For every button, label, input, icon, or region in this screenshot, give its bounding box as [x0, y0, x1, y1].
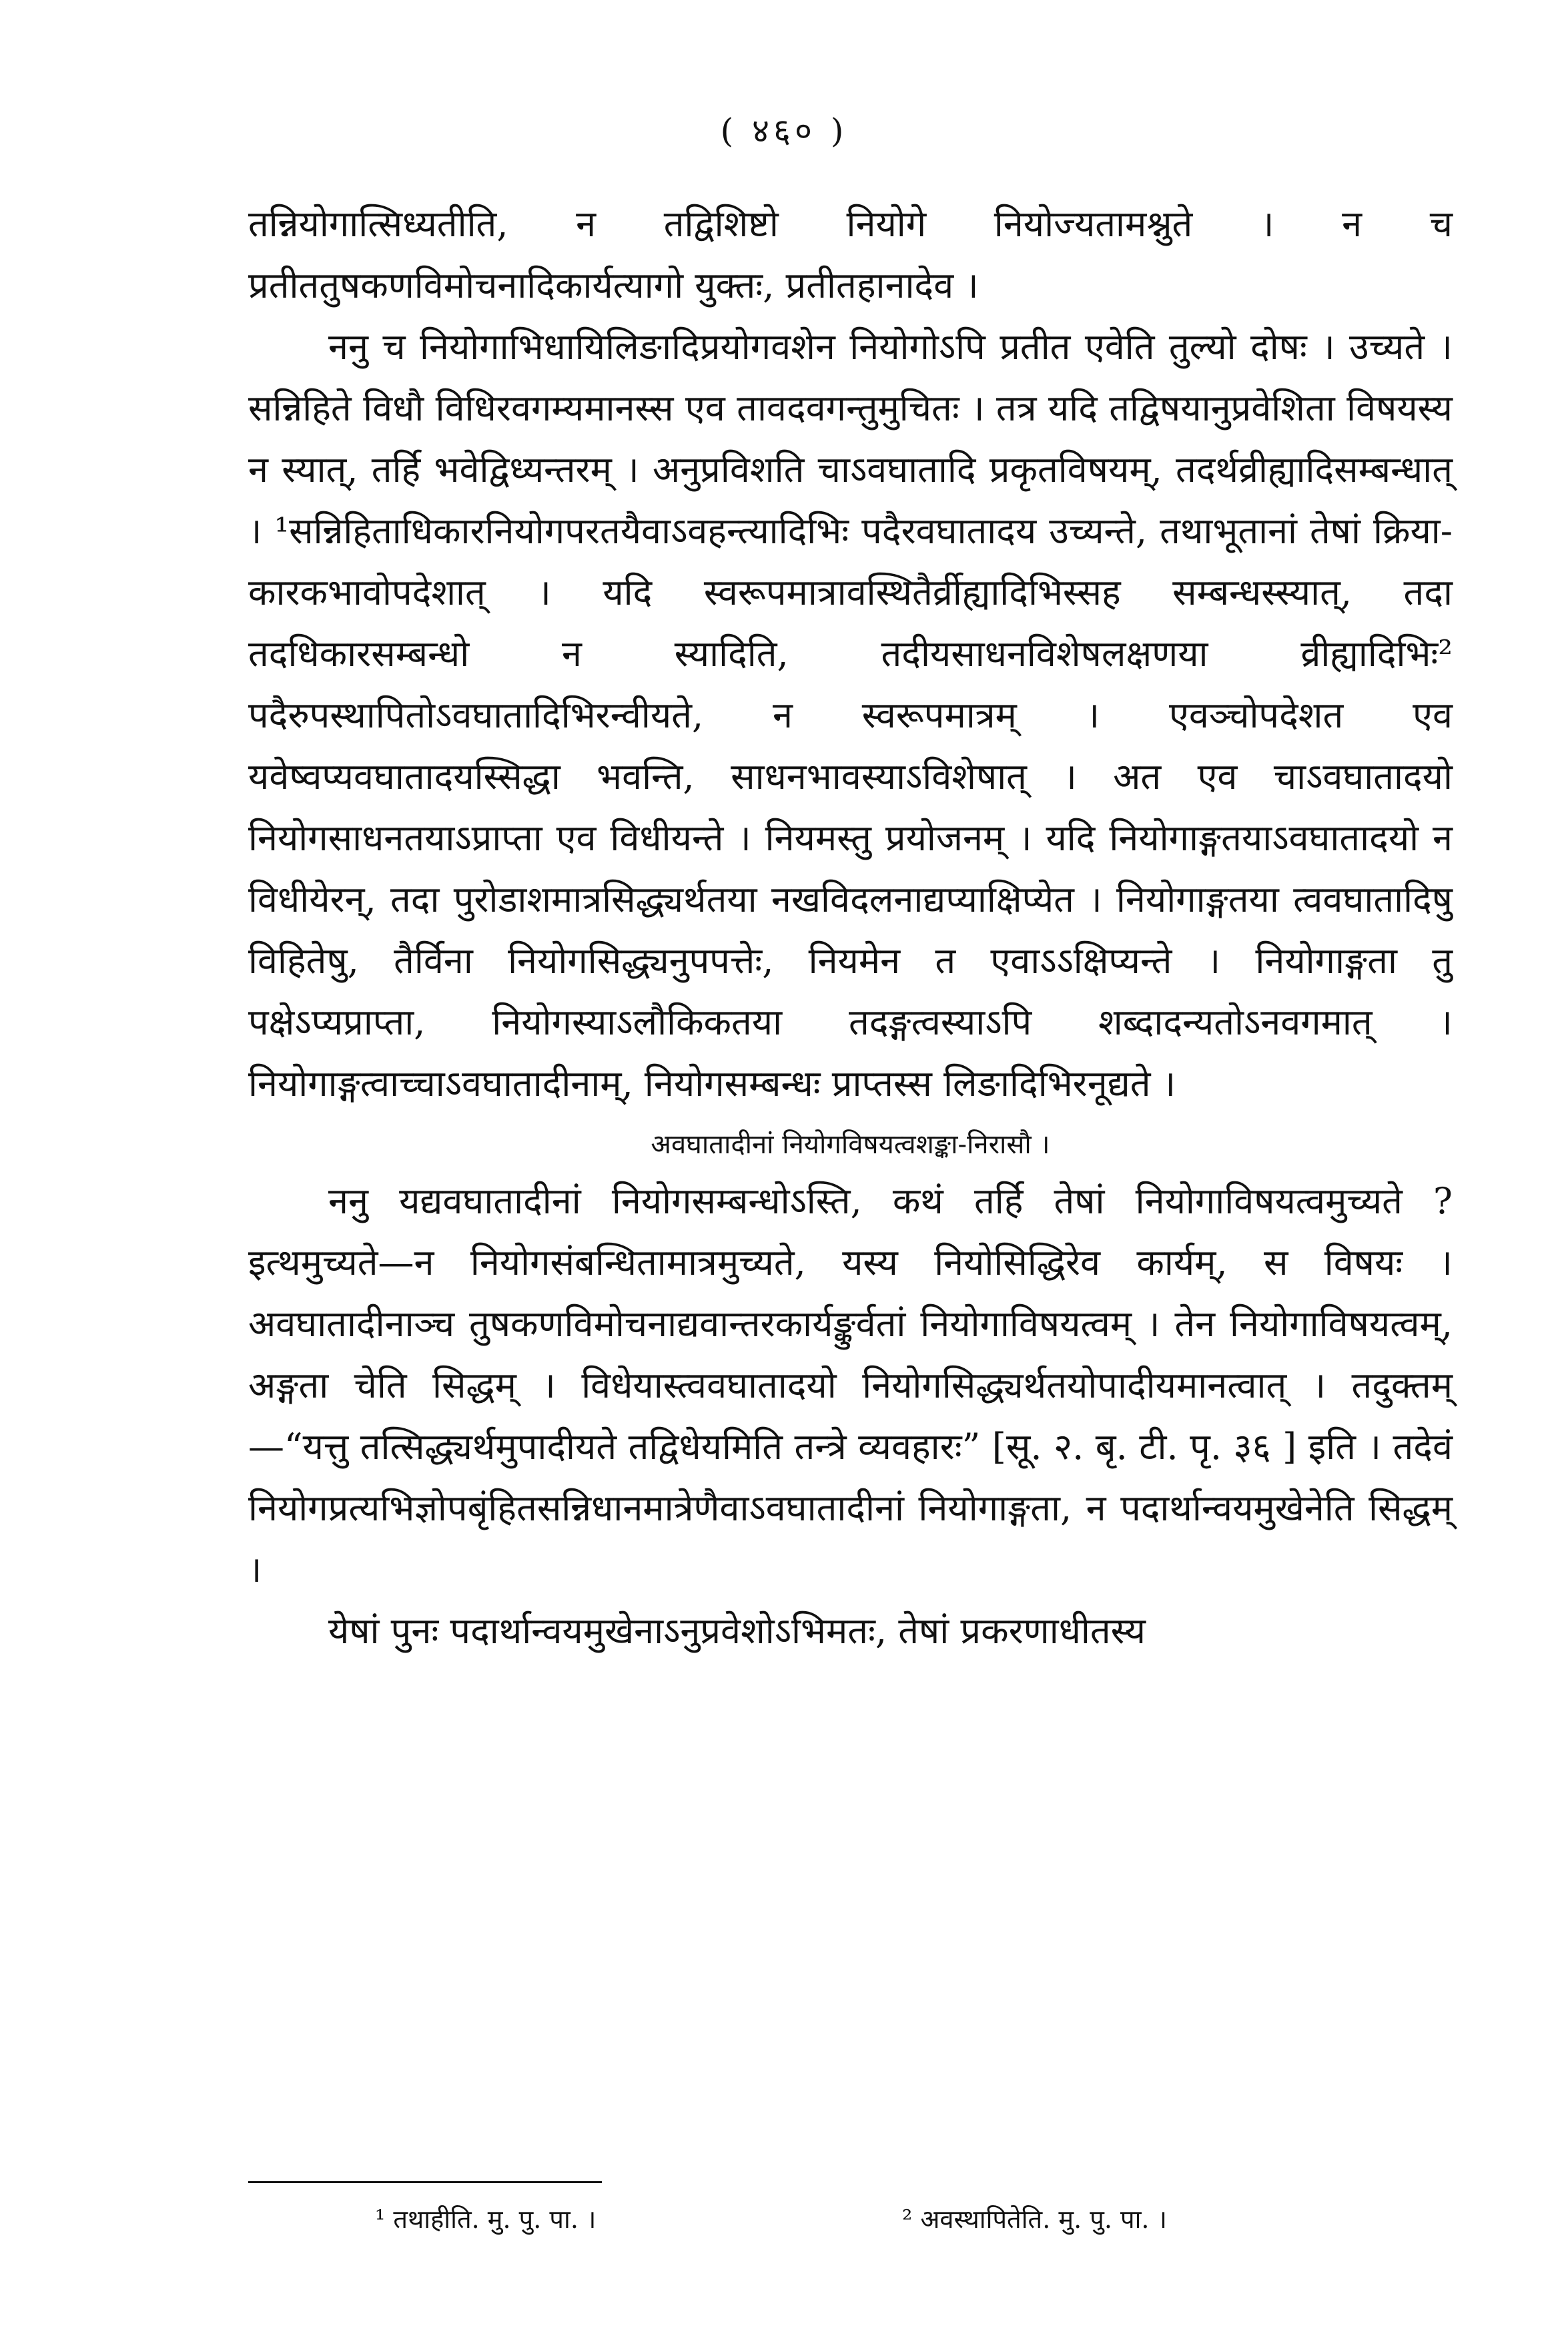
- footnote-2: ² अवस्थापितेति. मु. पु. पा. ।: [902, 2205, 1167, 2234]
- section-heading: अवघातादीनां नियोगविषयत्वशङ्का-निरासौ ।: [651, 1129, 1050, 1160]
- footnote-1: ¹ तथाहीति. मु. पु. पा. ।: [375, 2205, 597, 2234]
- paragraph-3: ननु यद्यवघातादीनां नियोगसम्बन्धोऽस्ति, कथं तर्हि तेषां नियोगाविषयत्वमुच्यते ? इत्थमुच्यते—न नियोगसंबन्धितामात्रमुच्यते, यस्य नियोसिद्धिरेव कार्यम्, स विषयः । अवघातादीनाञ्च तुषकणविमोचनाद्यवान्तरकार्यङ्कुर्वतां नियोगाविषयत्वम् । तेन नियोगाविषयत्वम्, अङ्गता चेति सिद्धम् । विधेयास्त्ववघातादयो नियोगसिद्ध्यर्थतयोपादीयमानत्वात् । तदुक्तम्—“यत्तु तत्सिद्ध्यर्थमुपादीयते तद्विधेयमिति तन्त्रे व्यवहारः” [सू. २. बृ. टी. पृ. ३६ ] इति । तदेवं नियोगप्रत्यभिज्ञोपबृंहितसन्निधानमात्रेणैवाऽवघातादीनां नियोगाङ्गता, न पदार्थान्वयमुखेनेति सिद्धम् ।: [248, 1180, 1453, 1590]
- paragraph-4: येषां पुनः पदार्थान्वयमुखेनाऽनुप्रवेशोऽभिमतः, तेषां प्रकरणाधीतस्य: [328, 1610, 1146, 1652]
- page-number: ( ४६० ): [720, 111, 848, 150]
- paragraph-1: तन्नियोगात्सिध्यतीति, न तद्विशिष्टो नियोगे नियोज्यतामश्नुते । न च प्रतीततुषकणविमोचनादिकार्यत्यागो युक्तः, प्रतीतहानादेव ।: [248, 203, 1453, 306]
- footnote-divider: [248, 2181, 602, 2183]
- main-text-block: [248, 194, 1453, 1662]
- paragraph-2: ननु च नियोगाभिधायिलिङादिप्रयोगवशेन नियोगोऽपि प्रतीत एवेति तुल्यो दोषः । उच्यते । सन्निहिते विधौ विधिरवगम्यमानस्स एव तावदवगन्तुमुचितः । तत्र यदि तद्विषयानुप्रवेशिता विषयस्य न स्यात्, तर्हि भवेद्विध्यन्तरम् । अनुप्रविशति चाऽवघातादि प्रकृतविषयम्, तदर्थव्रीह्यादिसम्बन्धात् । ¹सन्निहिताधिकारनियोगपरतयैवाऽवहन्त्यादिभिः पदैरवघातादय उच्यन्ते, तथाभूतानां तेषां क्रिया-कारकभावोपदेशात् । यदि स्वरूपमात्रावस्थितैर्व्रीह्यादिभिस्सह सम्बन्धस्स्यात्, तदा तदधिकारसम्बन्धो न स्यादिति, तदीयसाधनविशेषलक्षणया व्रीह्यादिभिः² पदैरुपस्थापितोऽवघातादिभिरन्वीयते, न स्वरूपमात्रम् । एवञ्चोपदेशत एव यवेष्वप्यवघातादयस्सिद्धा भवन्ति, साधनभावस्याऽविशेषात् । अत एव चाऽवघातादयो नियोगसाधनतयाऽप्राप्ता एव विधीयन्ते । नियमस्तु प्रयोजनम् । यदि नियोगाङ्गतयाऽवघातादयो न विधीयेरन्, तदा पुरोडाशमात्रसिद्ध्यर्थतया नखविदलनाद्यप्याक्षिप्येत । नियोगाङ्गतया त्ववघातादिषु विहितेषु, तैर्विना नियोगसिद्ध्यनुपपत्तेः, नियमेन त एवाऽऽक्षिप्यन्ते । नियोगाङ्गता तु पक्षेऽप्यप्राप्ता, नियोगस्याऽलौकिकतया तदङ्गत्वस्याऽपि शब्दादन्यतोऽनवगमात् । नियोगाङ्गत्वाच्चाऽवघातादीनाम्, नियोगसम्बन्धः प्राप्तस्स लिङादिभिरनूद्यते ।: [248, 326, 1453, 1105]
